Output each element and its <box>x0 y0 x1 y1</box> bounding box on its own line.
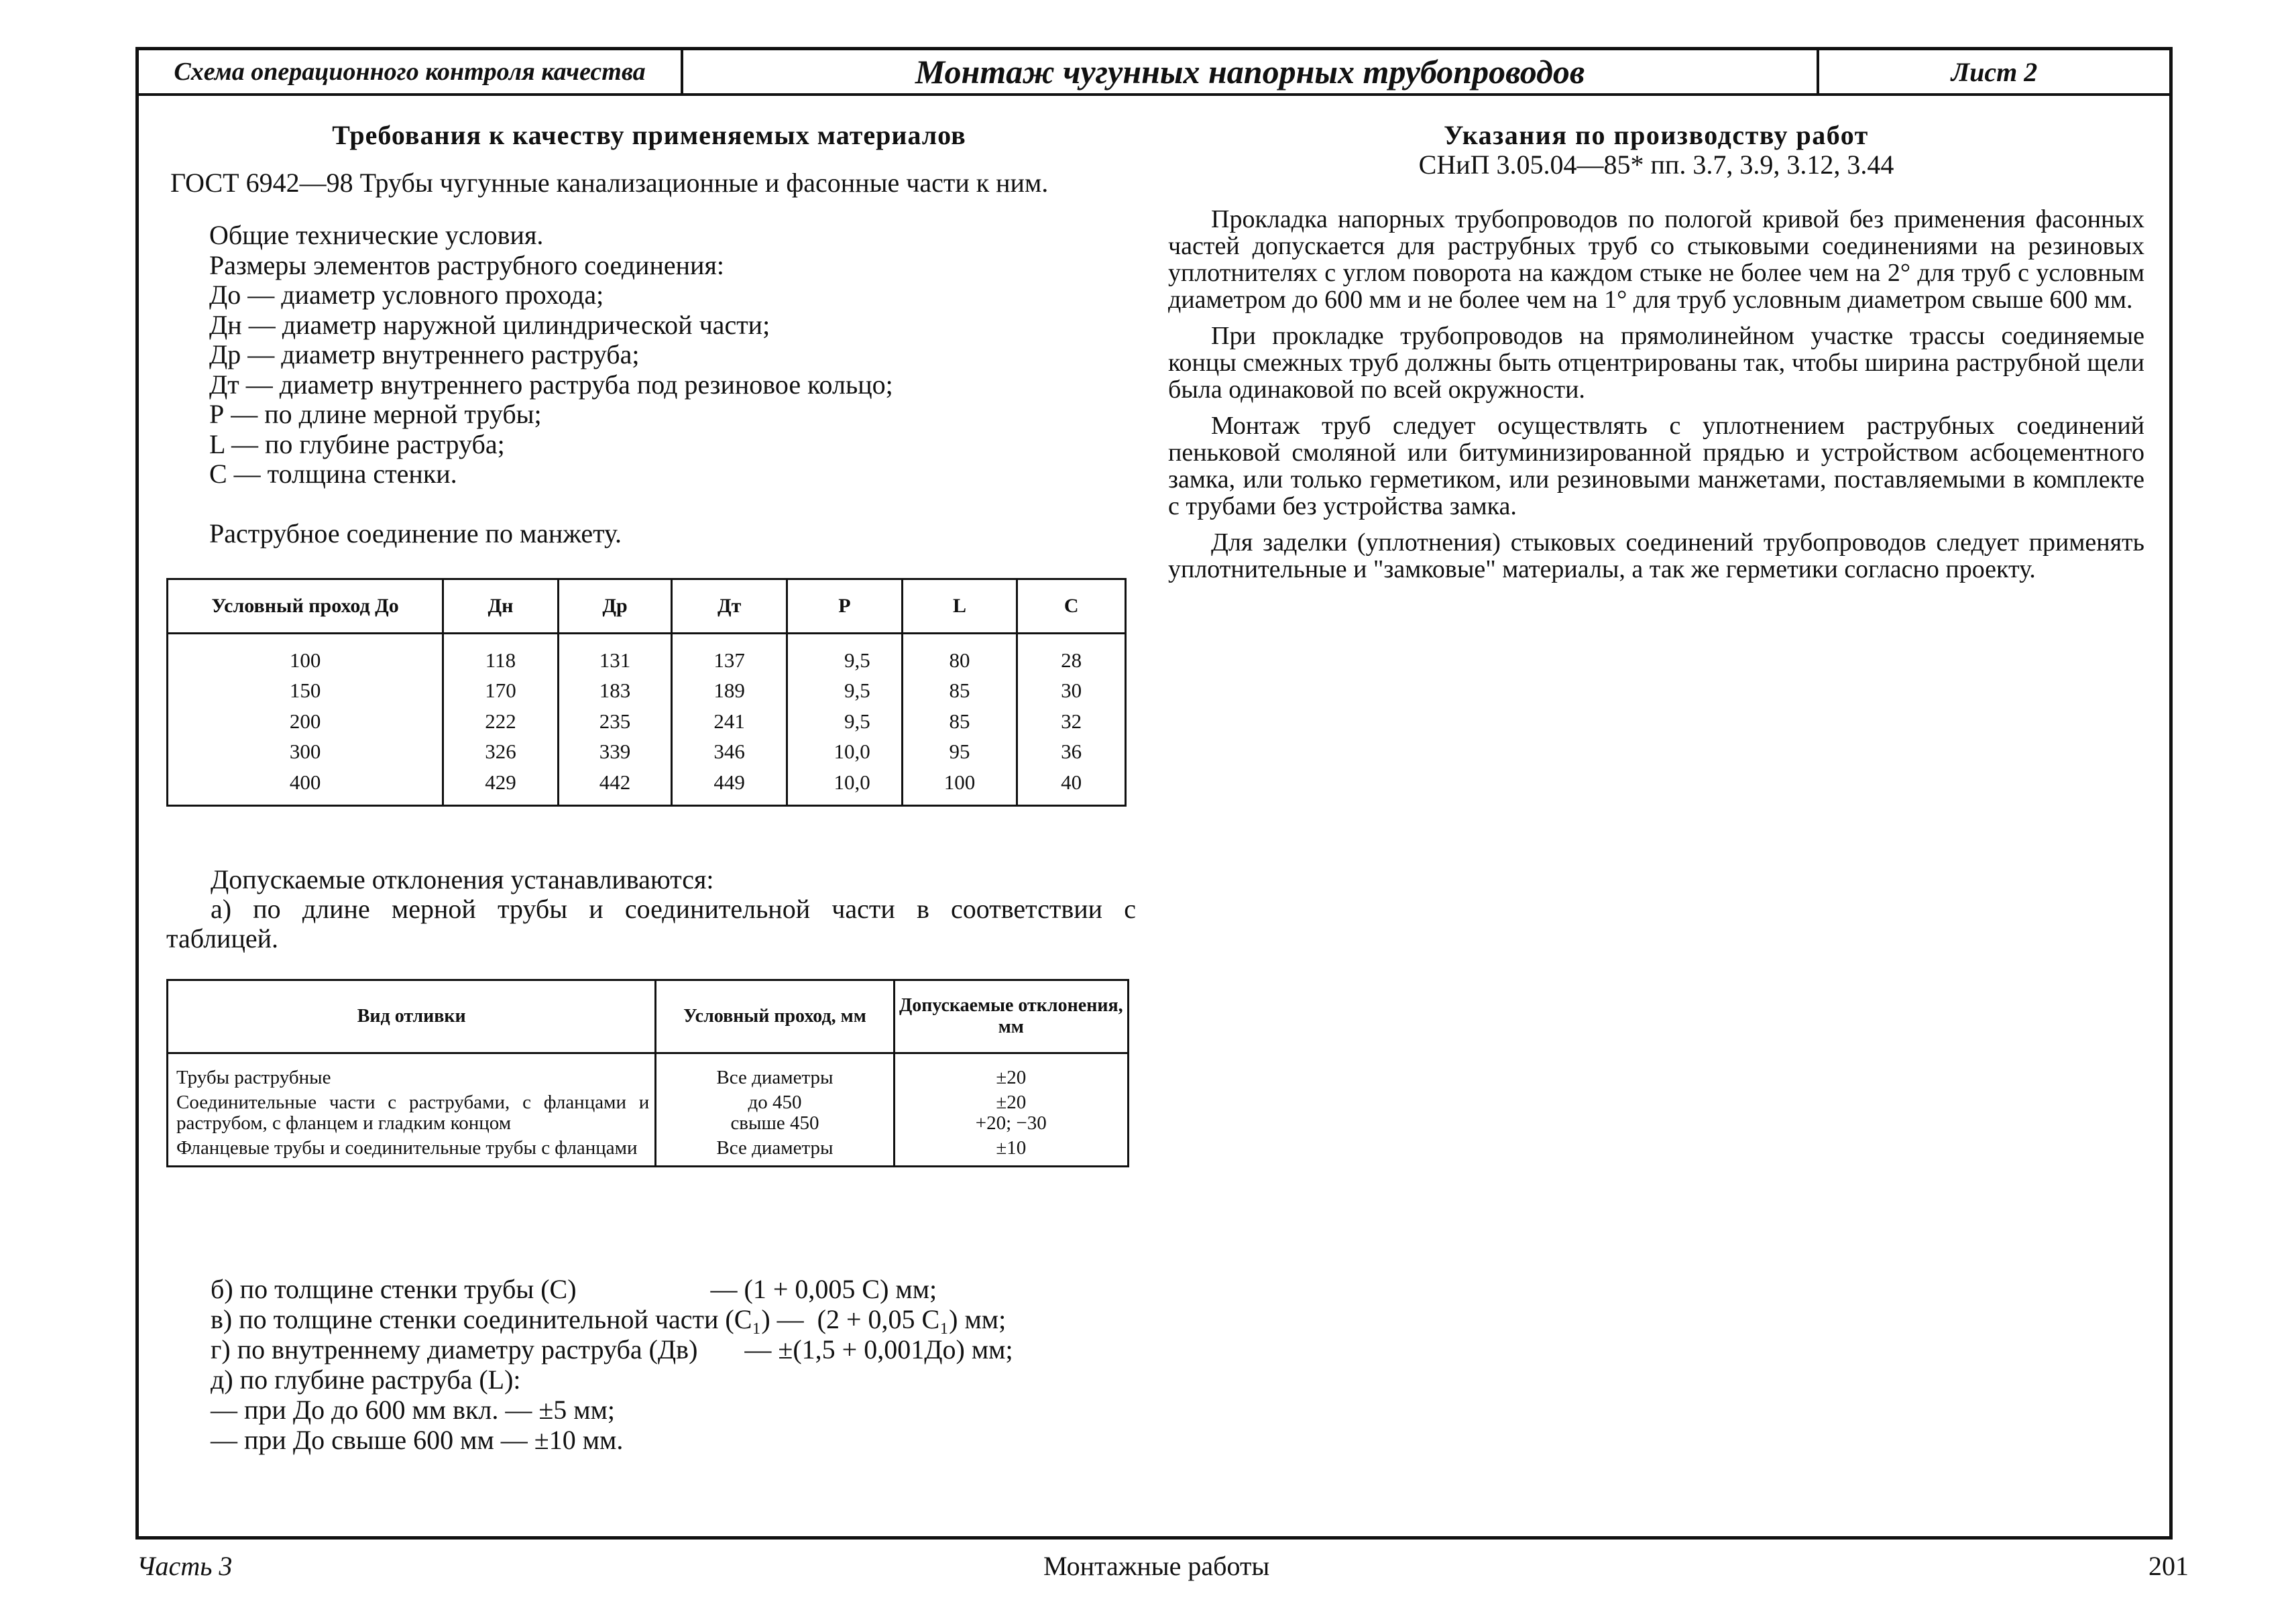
table-row <box>168 1053 1129 1089</box>
col-header: L <box>902 579 1017 634</box>
table-cell: 150 <box>168 676 443 707</box>
col-header: Дт <box>672 579 787 634</box>
footer-page-number: 201 <box>2148 1551 2189 1581</box>
deviation-item: — при До до 600 мм вкл. — ±5 мм; <box>211 1395 616 1425</box>
table-row <box>168 634 1126 676</box>
snip-reference: СНиП 3.05.04—85* пп. 3.7, 3.9, 3.12, 3.44 <box>1418 150 1894 180</box>
table-cell: 326 <box>443 737 559 768</box>
footer-part: Часть 3 <box>137 1551 233 1581</box>
table-cell: 10,0 <box>787 737 902 768</box>
tolerance-table <box>166 979 1129 1167</box>
table-cell: 346 <box>672 737 787 768</box>
table-cell: 300 <box>168 737 443 768</box>
table-cell: ±20 <box>894 1053 1128 1089</box>
table-cell: 10,0 <box>787 767 902 805</box>
deviation-item: — при До свыше 600 мм — ±10 мм. <box>211 1425 624 1455</box>
col-header: Условный проход, мм <box>656 980 894 1053</box>
table-cell: 32 <box>1017 706 1126 737</box>
table-cell: 137 <box>672 634 787 676</box>
col-header: Условный проход До <box>168 579 443 634</box>
deviation-item: в) по толщине стенки соединительной части (С₁) — (2 + 0,05 С₁) мм; <box>211 1304 1007 1334</box>
table-cell: 170 <box>443 676 559 707</box>
table-cell: 118 <box>443 634 559 676</box>
table-cell: 200 <box>168 706 443 737</box>
materials-section <box>166 119 1132 548</box>
table-cell: 36 <box>1017 737 1126 768</box>
table-cell: 40 <box>1017 767 1126 805</box>
header-bar <box>139 50 2169 96</box>
instructions-title: Указания по производству работ <box>1444 120 1869 150</box>
col-header: Допускаемые отклонения, мм <box>894 980 1128 1053</box>
col-header: Др <box>558 579 672 634</box>
deviations-line: Допускаемые отклонения устанавливаются: <box>211 864 714 894</box>
header-sheet-number: Лист 2 <box>1951 56 2038 87</box>
col-header: Дн <box>443 579 559 634</box>
table-row <box>168 737 1126 768</box>
definition-line: Размеры элементов раструбного соединения: <box>209 249 724 280</box>
definition-line: Общие технические условия. <box>209 220 544 250</box>
table-row <box>168 676 1126 707</box>
deviations-line: таблицей. <box>166 923 279 953</box>
table-cell: Фланцевые трубы и соединительные трубы с фланцами <box>168 1134 656 1167</box>
work-instructions-section <box>1168 119 2144 592</box>
definition-line: Дт — диаметр внутреннего раструба под резиновое кольцо; <box>209 369 893 400</box>
definition-line: Р — по длине мерной трубы; <box>209 399 542 429</box>
header-title: Монтаж чугунных напорных трубопроводов <box>683 50 1819 93</box>
deviation-item: б) по толщине стенки трубы (С) — (1 + 0,005 С) мм; <box>211 1274 937 1304</box>
definition-line: С — толщина стенки. <box>209 459 457 489</box>
instructions-body <box>1168 206 2144 583</box>
deviation-item: д) по глубине раструба (L): <box>211 1365 521 1395</box>
definition-line: Дн — диаметр наружной цилиндрической части; <box>209 309 770 340</box>
table-cell: 235 <box>558 706 672 737</box>
dimension-definitions <box>209 221 1132 548</box>
table-row <box>168 1088 1129 1134</box>
table-cell: Все диаметры <box>656 1053 894 1089</box>
dimensions-table <box>166 578 1127 807</box>
table-cell: 442 <box>558 767 672 805</box>
table-cell: 30 <box>1017 676 1126 707</box>
col-header: С <box>1017 579 1126 634</box>
footer-section: Монтажные работы <box>1043 1551 1270 1581</box>
table-cell: 85 <box>902 676 1017 707</box>
table-row <box>168 706 1126 737</box>
definition-line: До — диаметр условного прохода; <box>209 280 604 310</box>
table-cell: до 450 свыше 450 <box>656 1088 894 1134</box>
table-cell: Трубы раструбные <box>168 1053 656 1089</box>
definition-line: L — по глубине раструба; <box>209 428 505 459</box>
table-cell: 189 <box>672 676 787 707</box>
table-cell: 85 <box>902 706 1017 737</box>
materials-title: Требования к качеству применяемых материалов <box>332 120 966 150</box>
deviation-list <box>211 1274 1136 1455</box>
deviations-line: а) по длине мерной трубы и соединительной части в соответствии с <box>211 894 1136 924</box>
gost-reference: ГОСТ 6942—98 Трубы чугунные канализационные и фасонные части к ним. <box>170 168 1049 198</box>
deviations-intro <box>166 864 1136 953</box>
table-cell: 9,5 <box>787 676 902 707</box>
table-cell: 9,5 <box>787 634 902 676</box>
table-cell: 339 <box>558 737 672 768</box>
table-cell: 183 <box>558 676 672 707</box>
table-cell: ±10 <box>894 1134 1128 1167</box>
table-cell: ±20 +20; −30 <box>894 1088 1128 1134</box>
table-cell: 100 <box>168 634 443 676</box>
table-cell: 131 <box>558 634 672 676</box>
instruction-paragraph: Прокладка напорных трубопроводов по пологой кривой без применения фасонных частей допускается для раструбных труб со стыковыми соединениями на резиновых уплотнителях с углом поворота на каждом стыке не более чем на 2° для труб с условным диаметром до 600 мм и не более чем на 1° для труб условным диаметром свыше 600 мм. <box>1168 205 2144 314</box>
table-row <box>168 767 1126 805</box>
col-header: Р <box>787 579 902 634</box>
table-cell: 95 <box>902 737 1017 768</box>
deviation-item: г) по внутреннему диаметру раструба (Дв) — ±(1,5 + 0,001До) мм; <box>211 1334 1013 1365</box>
instruction-paragraph: Монтаж труб следует осуществлять с уплотнением раструбных соединений пеньковой смоляной или битуминизированной прядью и устройством асбоцементного замка, или только герметиком, или резиновыми манжетами, поставляемыми в комплекте с трубами без устройства замка. <box>1168 412 2144 520</box>
table-cell: Соединительные части с раструбами, с фланцами и раструбом, с фланцем и гладким концом <box>168 1088 656 1134</box>
table-cell: 100 <box>902 767 1017 805</box>
table-row <box>168 1134 1129 1167</box>
table-cell: 222 <box>443 706 559 737</box>
table-cell: Все диаметры <box>656 1134 894 1167</box>
table-cell: 429 <box>443 767 559 805</box>
col-header: Вид отливки <box>168 980 656 1053</box>
definition-line: Др — диаметр внутреннего раструба; <box>209 339 640 369</box>
table-cell: 28 <box>1017 634 1126 676</box>
socket-joint-note: Раструбное соединение по манжету. <box>209 518 622 548</box>
instruction-paragraph: Для заделки (уплотнения) стыковых соединений трубопроводов следует применять уплотнительные и "замковые" материалы, а так же герметики согласно проекту. <box>1168 528 2144 583</box>
header-scheme-label: Схема операционного контроля качества <box>139 50 683 93</box>
table-cell: 9,5 <box>787 706 902 737</box>
table-cell: 449 <box>672 767 787 805</box>
table-cell: 80 <box>902 634 1017 676</box>
table-cell: 400 <box>168 767 443 805</box>
table-cell: 241 <box>672 706 787 737</box>
instruction-paragraph: При прокладке трубопроводов на прямолинейном участке трассы соединяемые концы смежных труб должны быть отцентрированы так, чтобы ширина раструбной щели была одинаковой по всей окружности. <box>1168 322 2144 404</box>
